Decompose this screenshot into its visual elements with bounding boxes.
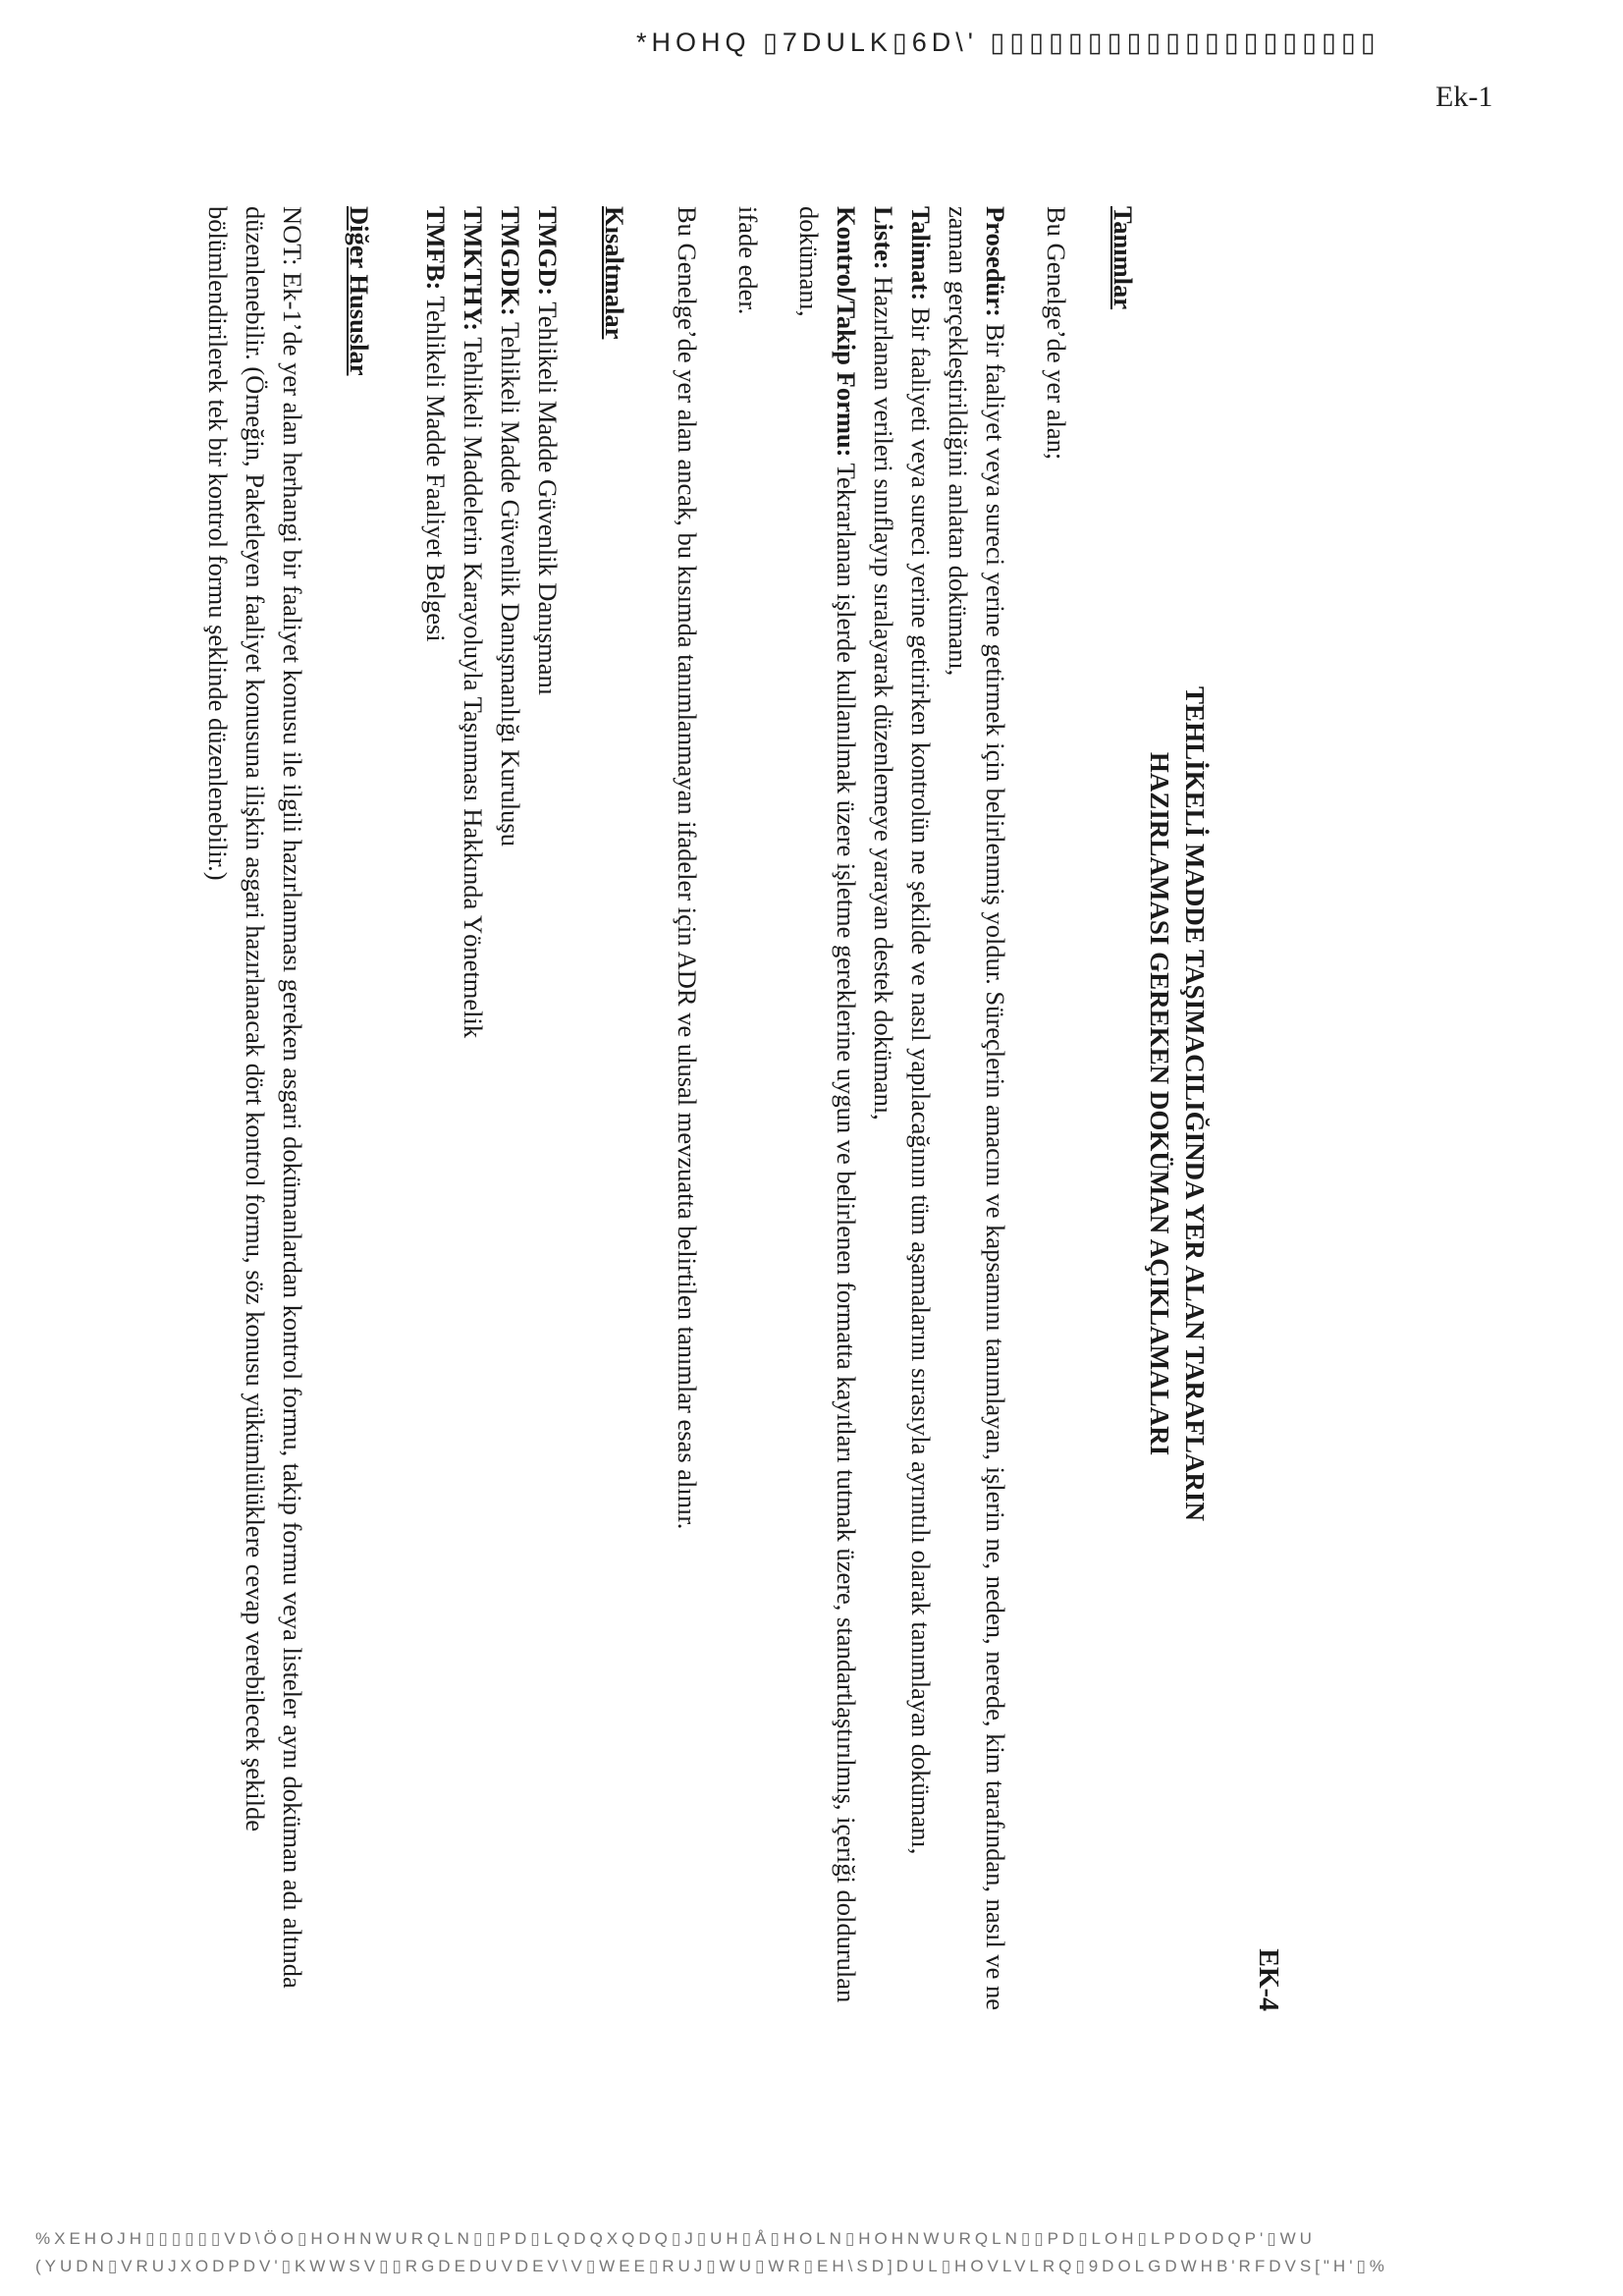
title-line-2: HAZIRLAMASI GEREKEN DOKÜMAN AÇIKLAMALARI xyxy=(1145,751,1174,1456)
abbreviations-heading: Kısaltmalar xyxy=(600,206,629,340)
definition-text: Bir faaliyeti veya sureci yerine getirirken kontrolün ne şekilde ve nasıl yapılacağının tüm aşamalarını sırasıyla ayrıntılı olarak tanımlayan dokümanı, xyxy=(906,301,936,1855)
definitions-intro: Bu Genelge’de yer alan; xyxy=(1042,206,1071,461)
definition-item xyxy=(940,206,1014,2013)
abbreviation-text: Tehlikeli Maddelerin Karayoluyla Taşınması Hakkında Yönetmelik xyxy=(459,331,488,1039)
abbreviation-text: Tehlikeli Madde Güvenlik Danışmanı xyxy=(533,296,563,696)
footer-garbled-text-1: %XEHOJH▯▯▯▯▯▯VD\ÖO▯HOHNWURQLN▯▯PD▯LQDQXQDQ▯J▯UH▯Å▯HOLN▯HOHNWURQLN▯▯PD▯LOH▯LPDODQP'▯WU xyxy=(35,2229,1316,2248)
abbreviation-term: TMGDK: xyxy=(496,206,525,316)
annex-number: EK-4 xyxy=(1253,1948,1283,2011)
definitions-note: Bu Genelge’de yer alan ancak, bu kısımda tanımlanmayan ifadeler için ADR ve ulusal mevzuatta belirtilen tanımlar esas alınır. xyxy=(673,206,702,1530)
document-body xyxy=(199,206,1142,2013)
definition-text: Bir faaliyet veya sureci yerine getirmek için belirlenmiş yoldur. Süreçlerin amacını ve kapsamını tanımlayan, işlerin ne, neden, nerede, kim tarafından, nasıl ve ne zaman gerçekleştirildiğini anlatan dokümanı, xyxy=(944,206,1010,2010)
annex-label: Ek-1 xyxy=(1435,81,1493,113)
abbreviation-term: TMFB: xyxy=(421,206,451,291)
rotated-content xyxy=(203,196,1311,2062)
header-garbled-text: *HOHQ ▯7DULK▯6D\' ▯▯▯▯▯▯▯▯▯▯▯▯▯▯▯▯▯▯▯▯ xyxy=(636,27,1380,57)
definitions-closing: ifade eder. xyxy=(733,206,763,315)
abbreviation-term: TMKTHY: xyxy=(459,206,488,332)
definition-text: Tekrarlanan işlerde kullanılmak üzere işletme gereklerine uygun ve belirlenen formatta kayıtları tutmak üzere, standartlaştırılmış, içeriği doldurulan dokümanı, xyxy=(794,206,861,2003)
title-line-1: TEHLİKELİ MADDE TAŞIMACILIĞINDA YER ALAN TARAFLARIN xyxy=(1180,686,1210,1521)
footer-garbled-text-2: (YUDN▯VRUJXODPDV'▯KWWSV▯▯RGDEDUVDEV\V▯WEE▯RUJ▯WU▯WR▯EH\SD]DUL▯HOVLVLRQ▯9DOLGDWHB'RFDVS["H'▯% xyxy=(35,2257,1388,2275)
abbreviation-item xyxy=(455,206,492,2013)
definition-item xyxy=(865,206,902,2013)
abbreviation-text: Tehlikeli Madde Güvenlik Danışmanlığı Kuruluşu xyxy=(496,315,525,847)
abbreviation-item xyxy=(492,206,529,2013)
definition-item xyxy=(902,206,940,2013)
abbreviation-item xyxy=(417,206,455,2013)
abbreviation-item xyxy=(529,206,567,2013)
definition-item xyxy=(790,206,865,2013)
other-heading: Diğer Hususlar xyxy=(345,206,374,376)
abbreviation-term: TMGD: xyxy=(533,206,563,297)
definitions-heading: Tanımlar xyxy=(1109,206,1138,310)
definition-term: Talimat: xyxy=(906,206,936,301)
definition-term: Liste: xyxy=(869,206,898,270)
other-note: NOT: Ek-1’de yer alan herhangi bir faaliyet konusu ile ilgili hazırlanması gereken asgari dokümanlardan kontrol formu, takip formu veya listeler aynı doküman adı altında düzenlenebilir. (Örneğin, Paketleyen faaliyet konusuna ilişkin asgari hazırlanacak dört kontrol formu, söz konusu yükümlülüklere cevap verebilecek şekilde bölümlendirilerek tek bir kontrol formu şeklinde düzenlenebilir.) xyxy=(203,206,307,1989)
definition-term: Prosedür: xyxy=(981,206,1010,317)
definition-term: Kontrol/Takip Formu: xyxy=(832,206,861,458)
abbreviation-text: Tehlikeli Madde Faaliyet Belgesi xyxy=(421,290,451,642)
document-title xyxy=(1142,196,1213,2011)
definition-text: Hazırlanan verileri sınıflayıp sıralayarak düzenlemeye yarayan destek dokümanı, xyxy=(869,269,898,1121)
